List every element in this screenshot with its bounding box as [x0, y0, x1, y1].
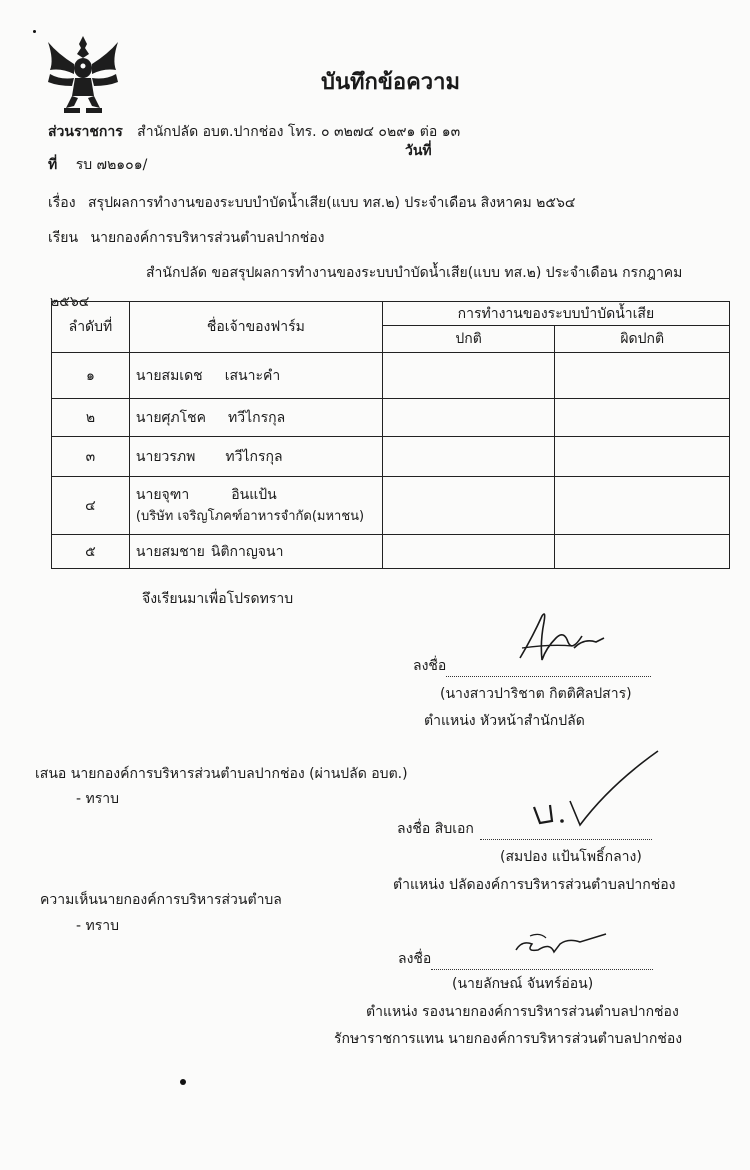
- table-row: [52, 399, 730, 437]
- row-owner: [129, 353, 382, 399]
- owner-first: นายวรภพ: [135, 448, 196, 465]
- farm-table: [51, 301, 730, 569]
- row-no: ๒: [52, 399, 130, 437]
- owner-last: อินแป้น: [231, 486, 277, 503]
- to-value: นายกองค์การบริหารส่วนตำบลปากช่อง: [90, 230, 325, 246]
- signature3-mark: [510, 930, 610, 960]
- owner-first: นายศุภโชค: [135, 409, 207, 426]
- signature2-prefix: ลงชื่อ สิบเอก: [397, 821, 474, 837]
- header-group: การทำงานของระบบบำบัดน้ำเสีย: [382, 302, 729, 326]
- signature2-position: ตำแหน่ง ปลัดองค์การบริหารส่วนตำบลปากช่อง: [393, 877, 676, 893]
- row-no: ๕: [52, 535, 130, 569]
- row-normal: [382, 477, 555, 535]
- table-row: [52, 477, 730, 535]
- signature2-mark: [530, 745, 665, 830]
- memo-title: บันทึกข้อความ: [321, 70, 461, 95]
- subject-line: [48, 192, 575, 214]
- owner-last: เสนาะคำ: [224, 367, 281, 384]
- owner-first: นายจุฑา: [135, 486, 190, 503]
- ref-line: [48, 154, 147, 176]
- row-normal: [382, 353, 555, 399]
- owner-first: นายสมเดช: [135, 367, 203, 384]
- body-line-2: ๒๕๖๔: [50, 294, 90, 310]
- signature3-name: (นายลักษณ์ จันทร์อ่อน): [452, 976, 594, 992]
- ref-value: รบ ๗๒๑๐๑/: [75, 157, 148, 173]
- row-normal: [382, 437, 555, 477]
- signature3-position: ตำแหน่ง รองนายกองค์การบริหารส่วนตำบลปากช่อง: [366, 1004, 679, 1020]
- row-abnormal: [555, 477, 730, 535]
- row-owner: [129, 477, 382, 535]
- date-label: วันที่: [405, 143, 432, 159]
- ink-dot: [33, 30, 36, 33]
- subject-label: เรื่อง: [48, 195, 76, 211]
- to-label: เรียน: [48, 230, 79, 246]
- row-owner: [129, 399, 382, 437]
- body-line-1: สำนักปลัด ขอสรุปผลการทำงานของระบบบำบัดน้ำเสีย(แบบ ทส.๒) ประจำเดือน กรกฎาคม: [146, 265, 683, 281]
- row-abnormal: [555, 399, 730, 437]
- row-owner: [129, 437, 382, 477]
- row-no: ๑: [52, 353, 130, 399]
- proposal-text: เสนอ นายกองค์การบริหารส่วนตำบลปากช่อง (ผ่านปลัด อบต.): [35, 766, 408, 782]
- table-row: [52, 437, 730, 477]
- header-normal: ปกติ: [382, 326, 555, 353]
- header-abnormal: ผิดปกติ: [555, 326, 730, 353]
- header-no: ลำดับที่: [52, 302, 130, 353]
- row-abnormal: [555, 535, 730, 569]
- row-normal: [382, 399, 555, 437]
- owner-first: นายสมชาย: [135, 543, 205, 560]
- owner-last: ทวีไกรกุล: [228, 409, 286, 426]
- to-line: [48, 227, 325, 249]
- garuda-emblem: [44, 34, 122, 116]
- row-abnormal: [555, 353, 730, 399]
- owner-last: นิติกาญจนา: [210, 543, 284, 560]
- signature1-name: (นางสาวปาริชาต กิตติศิลปสาร): [440, 686, 632, 702]
- signature2-name: (สมปอง แป้นโพธิ์กลาง): [500, 849, 642, 865]
- opinion-item: - ทราบ: [76, 918, 119, 934]
- row-no: ๓: [52, 437, 130, 477]
- ref-label: ที่: [48, 157, 58, 173]
- proposal-item: - ทราบ: [76, 791, 119, 807]
- signature3-prefix: ลงชื่อ: [398, 951, 432, 967]
- signature3-acting: รักษาราชการแทน นายกองค์การบริหารส่วนตำบลปากช่อง: [334, 1031, 683, 1047]
- table-row: [52, 535, 730, 569]
- row-normal: [382, 535, 555, 569]
- subject-value: สรุปผลการทำงานของระบบบำบัดน้ำเสีย(แบบ ทส.๒) ประจำเดือน สิงหาคม ๒๕๖๔: [88, 195, 576, 211]
- closing-text: จึงเรียนมาเพื่อโปรดทราบ: [142, 591, 294, 607]
- row-owner: [129, 535, 382, 569]
- row-abnormal: [555, 437, 730, 477]
- opinion-text: ความเห็นนายกองค์การบริหารส่วนตำบล: [40, 892, 282, 908]
- header-owner: ชื่อเจ้าของฟาร์ม: [129, 302, 382, 353]
- agency-line: [48, 121, 460, 143]
- owner-last: ทวีไกรกุล: [225, 448, 283, 465]
- signature1-mark: [512, 608, 612, 668]
- table-row: [52, 353, 730, 399]
- row-no: ๔: [52, 477, 130, 535]
- owner-company: (บริษัท เจริญโภคฑ์อาหารจำกัด(มหาชน): [135, 508, 365, 524]
- agency-label: ส่วนราชการ: [48, 124, 123, 140]
- ink-dot: [180, 1079, 186, 1085]
- signature1-prefix: ลงชื่อ: [413, 658, 447, 674]
- signature1-position: ตำแหน่ง หัวหน้าสำนักปลัด: [424, 713, 585, 729]
- agency-value: สำนักปลัด อบต.ปากช่อง โทร. ๐ ๓๒๗๔ ๐๒๙๑ ต่อ ๑๓: [137, 124, 461, 140]
